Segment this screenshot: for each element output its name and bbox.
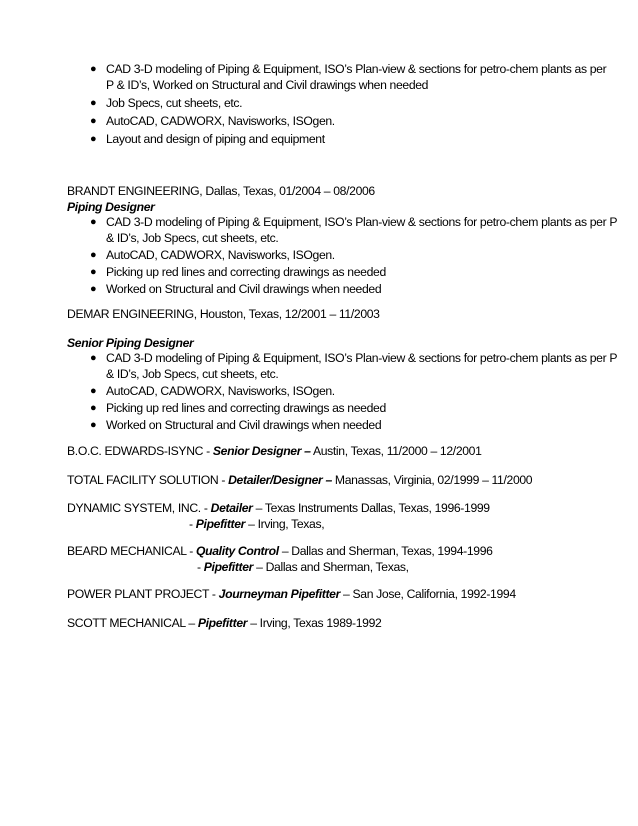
job-role: Detailer	[210, 501, 253, 515]
list-item: Job Specs, cut sheets, etc.	[106, 96, 243, 110]
job-heading	[67, 443, 482, 459]
job-role: Senior Designer –	[212, 444, 311, 458]
job-heading: BRANDT ENGINEERING, Dallas, Texas, 01/2004 – 08/2006	[67, 184, 375, 198]
job-role: Pipefitter	[197, 616, 248, 630]
list-item-continuation: & ID’s, Job Specs, cut sheets, etc.	[106, 367, 279, 381]
company-name: DYNAMIC SYSTEM, INC. -	[67, 501, 211, 515]
list-item: Picking up red lines and correcting drawings as needed	[106, 265, 386, 279]
list-item: Worked on Structural and Civil drawings when needed	[106, 282, 382, 296]
job-details: – San Jose, California, 1992-1994	[340, 587, 516, 601]
job-details: Manassas, Virginia, 02/1999 – 11/2000	[331, 473, 533, 487]
company-name: B.O.C. EDWARDS-ISYNC -	[67, 444, 213, 458]
dash: -	[197, 560, 204, 574]
job-heading	[67, 586, 516, 602]
job-role: Detailer/Designer –	[228, 473, 332, 487]
job-title: Senior Piping Designer	[67, 336, 194, 350]
company-name: POWER PLANT PROJECT -	[67, 587, 219, 601]
job-subheading	[189, 516, 324, 532]
bullet: ●	[90, 266, 97, 278]
job-role: Pipefitter	[203, 560, 254, 574]
job-heading	[67, 500, 490, 516]
job-heading	[67, 615, 381, 631]
bullet: ●	[90, 133, 97, 145]
bullet: ●	[90, 419, 97, 431]
job-title: Piping Designer	[67, 200, 155, 214]
bullet: ●	[90, 402, 97, 414]
list-item: AutoCAD, CADWORX, Navisworks, ISOgen.	[106, 384, 335, 398]
job-details: – Texas Instruments Dallas, Texas, 1996-1999	[252, 501, 490, 515]
job-details: Austin, Texas, 11/2000 – 12/2001	[310, 444, 482, 458]
list-item: CAD 3-D modeling of Piping & Equipment, ISO’s Plan-view & sections for petro-chem plants as per P	[106, 215, 618, 229]
list-item: CAD 3-D modeling of Piping & Equipment, ISO’s Plan-view & sections for petro-chem plants as per	[106, 62, 607, 76]
list-item: Picking up red lines and correcting drawings as needed	[106, 401, 386, 415]
bullet: ●	[90, 115, 97, 127]
bullet: ●	[90, 352, 97, 364]
job-role: Quality Control	[196, 544, 279, 558]
job-heading	[67, 543, 493, 559]
bullet: ●	[90, 63, 97, 75]
dash: -	[189, 517, 196, 531]
job-heading	[67, 472, 532, 488]
job-details: – Dallas and Sherman, Texas, 1994-1996	[278, 544, 493, 558]
bullet: ●	[90, 249, 97, 261]
list-item: CAD 3-D modeling of Piping & Equipment, ISO’s Plan-view & sections for petro-chem plants as per P	[106, 351, 618, 365]
bullet: ●	[90, 216, 97, 228]
job-details: – Irving, Texas 1989-1992	[247, 616, 382, 630]
job-subheading	[197, 559, 409, 575]
job-details: – Dallas and Sherman, Texas,	[253, 560, 409, 574]
list-item-continuation: & ID’s, Job Specs, cut sheets, etc.	[106, 231, 279, 245]
list-item: Layout and design of piping and equipment	[106, 132, 325, 146]
list-item: AutoCAD, CADWORX, Navisworks, ISOgen.	[106, 248, 335, 262]
bullet: ●	[90, 385, 97, 397]
list-item-continuation: P & ID’s, Worked on Structural and Civil drawings when needed	[106, 78, 429, 92]
job-details: – Irving, Texas,	[245, 517, 325, 531]
list-item: Worked on Structural and Civil drawings when needed	[106, 418, 382, 432]
list-item: AutoCAD, CADWORX, Navisworks, ISOgen.	[106, 114, 335, 128]
job-role: Journeyman Pipefitter	[218, 587, 340, 601]
company-name: SCOTT MECHANICAL –	[67, 616, 198, 630]
company-name: BEARD MECHANICAL -	[67, 544, 197, 558]
bullet: ●	[90, 283, 97, 295]
bullet: ●	[90, 97, 97, 109]
job-heading: DEMAR ENGINEERING, Houston, Texas, 12/2001 – 11/2003	[67, 307, 380, 321]
job-role: Pipefitter	[195, 517, 246, 531]
company-name: TOTAL FACILITY SOLUTION -	[67, 473, 229, 487]
